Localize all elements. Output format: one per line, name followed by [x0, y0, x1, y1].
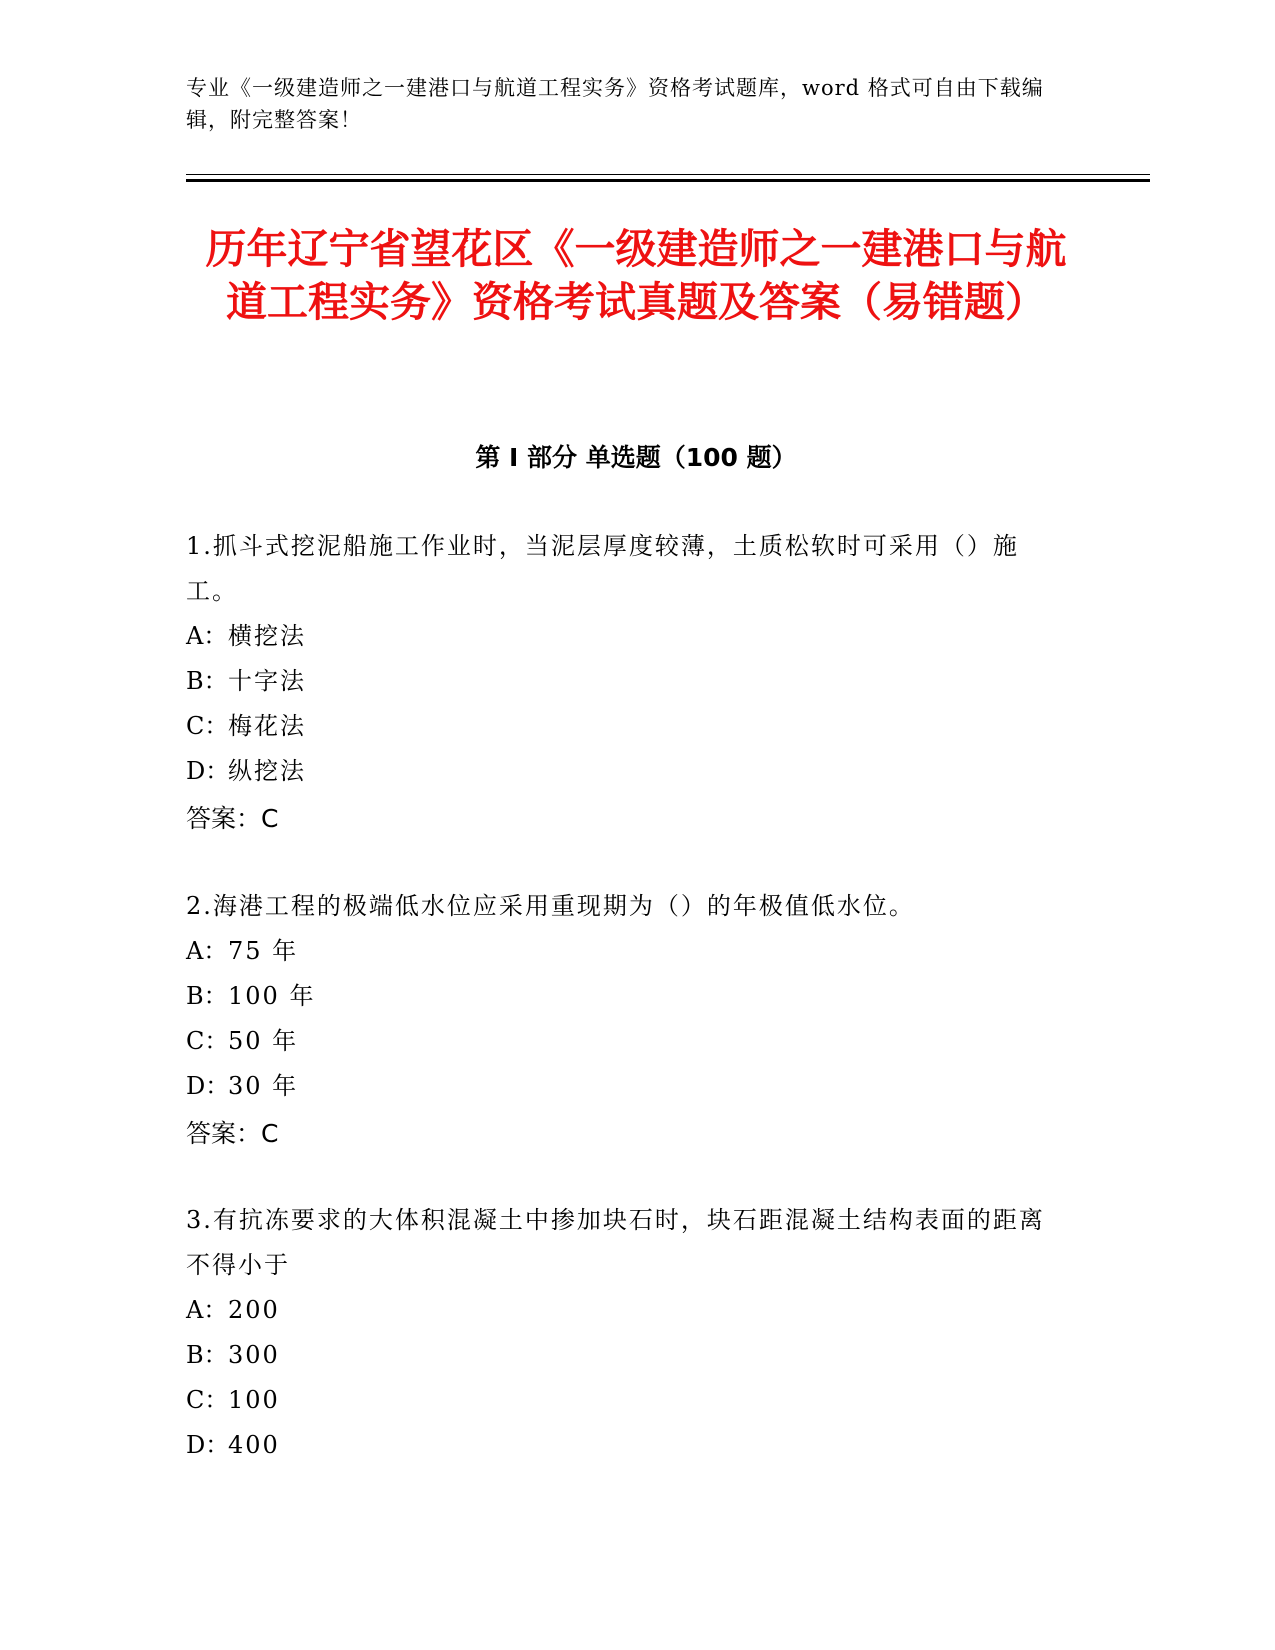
section-heading: 第 I 部分 单选题（100 题） — [475, 443, 797, 472]
option-key: A： — [186, 937, 228, 965]
option-key: B： — [186, 1341, 228, 1369]
option-text: 纵挖法 — [228, 757, 306, 785]
option-text: 75 年 — [228, 937, 299, 965]
option-key: B： — [186, 982, 228, 1010]
option-key: C： — [186, 1027, 229, 1055]
option-text: 100 — [228, 1386, 280, 1414]
question-stem: 2.海港工程的极端低水位应采用重现期为（）的年极值低水位。 — [186, 892, 915, 920]
header-divider-thin — [186, 174, 1150, 175]
option-c — [186, 1019, 1066, 1064]
option-text: 100 年 — [228, 982, 316, 1010]
option-text: 400 — [228, 1431, 280, 1459]
option-text: 横挖法 — [228, 622, 306, 650]
document-title: 历年辽宁省望花区《一级建造师之一建港口与航道工程实务》资格考试真题及答案（易错题） — [205, 225, 1067, 326]
question-3 — [186, 1198, 1066, 1468]
option-d — [186, 1423, 1066, 1468]
option-key: D： — [186, 1072, 230, 1100]
option-d — [186, 749, 1066, 794]
option-key: A： — [186, 622, 228, 650]
option-text: 30 年 — [228, 1072, 299, 1100]
answer-line: 答案：C — [186, 804, 279, 833]
question-2 — [186, 884, 1066, 1156]
option-key: D： — [186, 757, 230, 785]
option-text: 200 — [228, 1296, 280, 1324]
option-b — [186, 659, 1066, 704]
option-key: A： — [186, 1296, 228, 1324]
header-note: 专业《一级建造师之一建港口与航道工程实务》资格考试题库，word 格式可自由下载编辑，附完整答案！ — [186, 76, 1044, 132]
option-c — [186, 1378, 1066, 1423]
option-c — [186, 704, 1066, 749]
option-b — [186, 1333, 1066, 1378]
option-a — [186, 1288, 1066, 1333]
header-divider-thick — [186, 179, 1150, 182]
option-text: 300 — [228, 1341, 280, 1369]
option-d — [186, 1064, 1066, 1109]
option-a — [186, 614, 1066, 659]
option-text: 50 年 — [228, 1027, 299, 1055]
option-a — [186, 929, 1066, 974]
question-stem: 1.抓斗式挖泥船施工作业时，当泥层厚度较薄，土质松软时可采用（）施工。 — [186, 532, 1019, 605]
option-key: C： — [186, 712, 229, 740]
option-key: D： — [186, 1431, 230, 1459]
option-key: C： — [186, 1386, 229, 1414]
option-key: B： — [186, 667, 228, 695]
question-stem: 3.有抗冻要求的大体积混凝土中掺加块石时，块石距混凝土结构表面的距离不得小于 — [186, 1206, 1045, 1279]
question-1 — [186, 524, 1066, 841]
answer-line: 答案：C — [186, 1119, 279, 1148]
option-text: 梅花法 — [228, 712, 306, 740]
option-text: 十字法 — [228, 667, 306, 695]
option-b — [186, 974, 1066, 1019]
